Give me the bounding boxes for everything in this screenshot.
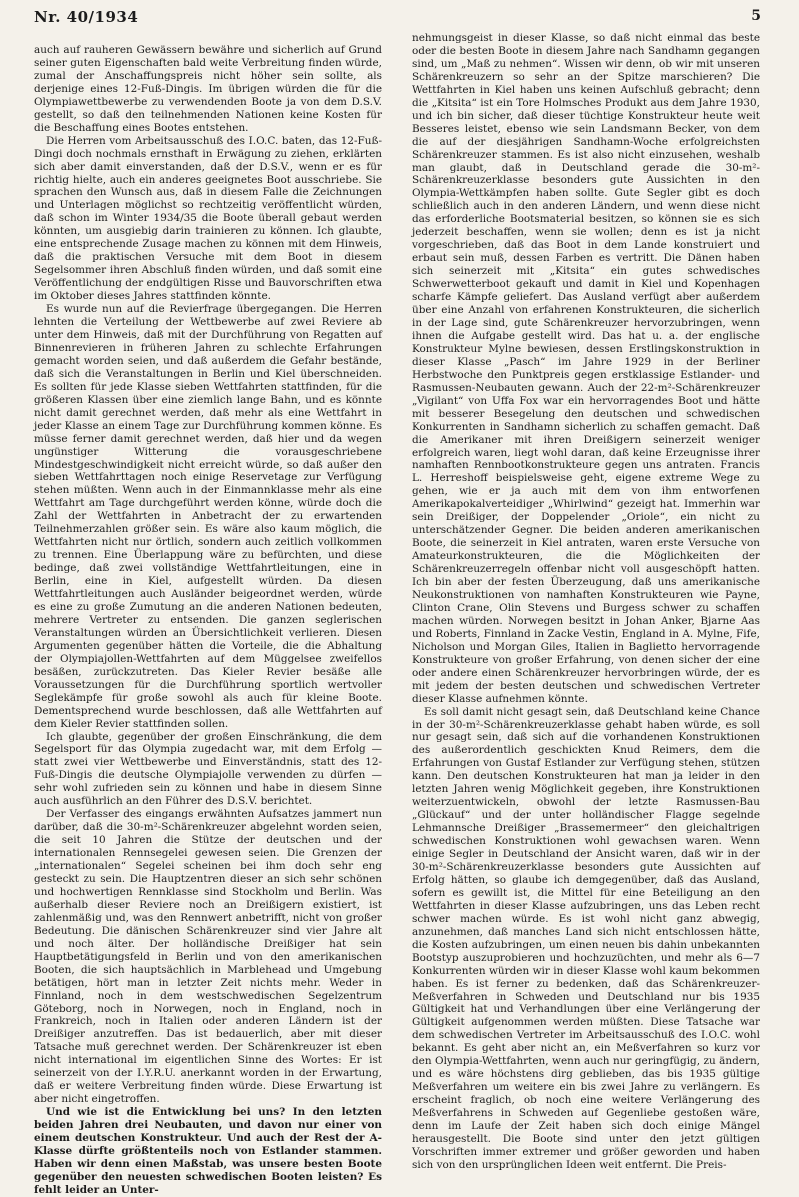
article-paragraph: auch auf rauheren Gewässern bewähre und sicherlich auf Grund seiner guten Eigenschaften bald weite Verbreitung finden würde, zumal der Anschaffungspreis nicht höher sein sollte, als derjenige eines 12-Fuß-Dingis. Im übrigen würden die für die Olympiawettbewerbe zu verwendenden Boote ja von dem D.S.V. gestellt, so daß den teilnehmenden Nationen keine Kosten für die Beschaffung eines Bootes entstehen. [34,44,382,134]
page-number: 5 [751,8,761,24]
article-paragraph: Die Herren vom Arbeitsausschuß des I.O.C. baten, das 12-Fuß-Dingi doch nochmals ernsthaft in Erwägung zu ziehen, erklärten sich aber damit einverstanden, daß der D.S.V., wenn er es für richtig hielte, auch ein anderes geeignetes Boot ausschriebe. Sie sprachen den Wunsch aus, daß in diesem Falle die Zeichnungen und Unterlagen möglichst so rechtzeitig veröffentlicht würden, daß schon im Winter 1934/35 die Boote überall gebaut werden könnten, um ausgiebig darin trainieren zu können. Ich glaubte, eine entsprechende Zusage machen zu können mit dem Hinweis, daß die praktischen Versuche mit dem Boot in diesem Segelsommer ihren Abschluß finden würden, und daß somit eine Veröffentlichung der endgültigen Risse und Bauvorschriften etwa im Oktober dieses Jahres stattfinden könnte. [34,134,382,303]
page-header [34,8,761,28]
article-paragraph: Es wurde nun auf die Revierfrage übergegangen. Die Herren lehnten die Verteilung der Wettbewerbe auf zwei Reviere ab unter dem Hinweis, daß mit der Durchführung von Regatten auf Binnenrevieren in früheren Jahren zu schlechte Erfahrungen gemacht worden seien, und daß außerdem die Gefahr bestände, daß sich die Veranstaltungen in Berlin und Kiel überschneiden. Es sollten für jede Klasse sieben Wettfahrten stattfinden, für die größeren Klassen über eine ziemlich lange Bahn, und es könnte nicht damit gerechnet werden, daß mehr als eine Wettfahrt in jeder Klasse an einem Tage zur Durchführung kommen könne. Es müsse ferner damit gerechnet werden, daß hier und da wegen ungünstiger Witterung die vorausgeschriebene Mindestgeschwindigkeit nicht erreicht würde, so daß außer den sieben Wettfahrttagen noch einige Reservetage zur Verfügung stehen müßten. Wenn auch in der Einmannklasse mehr als eine Wettfahrt am Tage durchgeführt werden könne, würde doch die Zahl der Wettfahrten in Anbetracht der zu erwartenden Teilnehmerzahlen größer sein. Es wäre also kaum möglich, die Wettfahrten nicht nur örtlich, sondern auch zeitlich vollkommen zu trennen. Eine Überlappung wäre zu befürchten, und diese bedinge, daß zwei vollständige Wettfahrtleitungen, eine in Berlin, eine in Kiel, aufgestellt würden. Da diesen Wettfahrtleitungen auch Ausländer beigeordnet werden, würde es eine zu große Zumutung an die anderen Nationen bedeuten, mehrere Vertreter zu entsenden. Die ganzen seglerischen Veranstaltungen würden an Übersichtlichkeit verlieren. Diesen Argumenten gegenüber hätten die Vorteile, die die Abhaltung der Olympiajollen-Wettfahrten auf dem Müggelsee zweifellos besäßen, zurückzutreten. Das Kieler Revier besäße alle Voraussetzungen für die Durchführung sportlich wertvoller Seglekämpfe für große sowohl als auch für kleine Boote. Dementsprechend wurde beschlossen, daß alle Wettfahrten auf dem Kieler Revier stattfinden sollen. [34,303,382,730]
left-column [34,44,382,1196]
right-column [412,32,760,1171]
article-paragraph: nehmungsgeist in dieser Klasse, so daß nicht einmal das beste oder die besten Boote in diesem Jahre nach Sandhamn gegangen sind, um „Maß zu nehmen“. Wissen wir denn, ob wir mit unseren Schärenkreuzern so sehr an der Spitze marschieren? Die Wettfahrten in Kiel haben uns keinen Aufschluß gebracht; denn die „Kitsita“ ist ein Tore Holmsches Produkt aus dem Jahre 1930, und ich bin sicher, daß dieser tüchtige Konstrukteur heute weit Besseres leistet, ebenso wie sein Landsmann Becker, von dem die auf der diesjährigen Sandhamn-Woche erfolgreichsten Schärenkreuzer stammen. Es ist also nicht einzusehen, weshalb man glaubt, daß in Deutschland gerade die 30-m²-Schärenkreuzerklasse besonders gute Aussichten in den Olympia-Wettkämpfen haben sollte. Gute Segler gibt es doch schließlich auch in den anderen Ländern, und wenn diese nicht das erforderliche Bootsmaterial besitzen, so können sie es sich jederzeit beschaffen, wenn sie wollen; denn es ist ja nicht vorgeschrieben, daß das Boot in dem Lande konstruiert und erbaut sein muß, dessen Farben es vertritt. Die Dänen haben sich seinerzeit mit „Kitsita“ ein gutes schwedisches Schwerwetterboot gekauft und damit in Kiel und Kopenhagen scharfe Kämpfe geliefert. Das Ausland verfügt aber außerdem über eine Anzahl von erfahrenen Konstrukteuren, die sicherlich in der Lage sind, gute Schärenkreuzer hervorzubringen, wenn ihnen die Aufgabe gestellt wird. Das hat u. a. der englische Konstrukteur Mylne bewiesen, dessen Erstlingskonstruktion in dieser Klasse „Pasch“ im Jahre 1929 in der Berliner Herbstwoche den Punktpreis gegen erstklassige Estlander- und Rasmussen-Neubauten gewann. Auch der 22-m²-Schärenkreuzer „Vigilant“ von Uffa Fox war ein hervorragendes Boot und hätte mit besserer Besegelung den deutschen und schwedischen Konkurrenten in Sandhamn sicherlich zu schaffen gemacht. Daß die Amerikaner mit ihren Dreißigern seinerzeit weniger erfolgreich waren, liegt wohl daran, daß keine Erzeugnisse ihrer namhaften Rennbootkonstrukteure gegen uns antraten. Francis L. Herreshoff beispielsweise geht, eigene extreme Wege zu gehen, wie er ja auch mit dem von ihm entworfenen Amerikapokalverteidiger „Whirlwind“ gezeigt hat. Immerhin war sein Dreißiger, der Doppelender „Oriole“, ein nicht zu unterschätzender Gegner. Die beiden anderen amerikanischen Boote, die seinerzeit in Kiel antraten, waren erste Versuche von Amateurkonstrukteuren, die die Möglichkeiten der Schärenkreuzerregeln offenbar nicht voll ausgeschöpft hatten. Ich bin aber der festen Überzeugung, daß uns amerikanische Neukonstruktionen von namhaften Konstrukteuren wie Payne, Clinton Crane, Olin Stevens und Burgess schwer zu schaffen machen würden. Norwegen besitzt in Johan Anker, Bjarne Aas und Roberts, Finnland in Zacke Vestin, England in A. Mylne, Fife, Nicholson und Morgan Giles, Italien in Baglietto hervorragende Konstrukteure von großer Erfahrung, von denen sicher der eine oder andere einen Schärenkreuzer hervorbringen würde, der es mit jedem der besten deutschen und schwedischen Vertreter dieser Klasse aufnehmen könnte. [412,32,760,705]
article-paragraph-bold: Und wie ist die Entwicklung bei uns? In den letzten beiden Jahren drei Neubauten, und davon nur einer von einem deutschen Konstrukteur. Und auch der Rest der A-Klasse dürfte größtenteils noch von Estlander stammen. Haben wir denn einen Maßstab, was unsere besten Boote gegenüber den neuesten schwedischen Booten leisten? Es fehlt leider an Unter- [34,1106,382,1196]
article-paragraph: Es soll damit nicht gesagt sein, daß Deutschland keine Chance in der 30-m²-Schärenkreuzerklasse gehabt haben würde, es soll nur gesagt sein, daß sich auf die vorhandenen Konstruktionen des außerordentlich geschickten Knud Reimers, dem die Erfahrungen von Gustaf Estlander zur Verfügung stehen, stützen kann. Den deutschen Konstrukteuren hat man ja leider in den letzten Jahren wenig Möglichkeit gegeben, ihre Konstruktionen weiterzuentwickeln, obwohl der letzte Rasmussen-Bau „Glückauf“ und der unter holländischer Flagge segelnde Lehmannsche Dreißiger „Brassemermeer“ den gleichaltrigen schwedischen Konstruktionen wohl gewachsen waren. Wenn einige Segler in Deutschland der Ansicht waren, daß wir in der 30-m²-Schärenkreuzerklasse besonders gute Aussichten auf Erfolg hätten, so glaube ich demgegenüber, daß das Ausland, sofern es gewillt ist, die Mittel für eine Beteiligung an den Wettfahrten in dieser Klasse aufzubringen, uns das Leben recht schwer machen würde. Es ist wohl nicht ganz abwegig, anzunehmen, daß manches Land sich nicht entschlossen hätte, die Kosten aufzubringen, um einen neuen bis dahin unbekannten Bootstyp auszuprobieren und hochzuzüchten, und mehr als 6—7 Konkurrenten würden wir in dieser Klasse wohl kaum bekommen haben. Es ist ferner zu bedenken, daß das Schärenkreuzer-Meßverfahren in Schweden und Deutschland nur bis 1935 Gültigkeit hat und Verhandlungen über eine Verlängerung der Gültigkeit aufgenommen werden müßten. Diese Tatsache war dem schwedischen Vertreter im Arbeitsausschuß des I.O.C. wohl bekannt. Es geht aber nicht an, ein Meßverfahren so kurz vor den Olympia-Wettfahrten, wenn auch nur geringfügig, zu ändern, und es wäre höchstens dirg geblieben, das bis 1935 gültige Meßverfahren um weitere ein bis zwei Jahre zu verlängern. Es erscheint fraglich, ob noch eine weitere Verlängerung des Meßverfahrens in Schweden auf Gegenliebe gestoßen wäre, denn im Laufe der Zeit haben sich doch einige Mängel herausgestellt. Die Boote sind unter den jetzt gültigen Vorschriften immer extremer und größer geworden und haben sich von den ursprünglichen Ideen weit entfernt. Die Preis- [412,705,760,1171]
issue-number: Nr. 40/1934 [34,8,139,26]
article-paragraph: Der Verfasser des eingangs erwähnten Aufsatzes jammert nun darüber, daß die 30-m²-Schärenkreuzer abgelehnt worden seien, die seit 10 Jahren die Stütze der deutschen und der internationalen Rennsegelei gewesen seien. Die Grenzen der „internationalen“ Segelei scheinen bei ihm doch sehr eng gesteckt zu sein. Die Hauptzentren dieser an sich sehr schönen und hochwertigen Rennklasse sind Stockholm und Berlin. Was außerhalb dieser Reviere noch an Dreißigern existiert, ist zahlenmäßig und, was den Rennwert anbetrifft, nicht von großer Bedeutung. Die dänischen Schärenkreuzer sind vier Jahre alt und noch älter. Der holländische Dreißiger hat sein Hauptbetätigungsfeld in Berlin und von den amerikanischen Booten, die sich hauptsächlich in Marblehead und Umgebung betätigen, hört man in letzter Zeit nichts mehr. Weder in Finnland, noch in dem westschwedischen Segelzentrum Göteborg, noch in Norwegen, noch in England, noch in Frankreich, noch in Italien oder anderen Ländern ist der Dreißiger anzutreffen. Das ist bedauerlich, aber mit dieser Tatsache muß gerechnet werden. Der Schärenkreuzer ist eben nicht international im eigentlichen Sinne des Wortes: Er ist seinerzeit von der I.Y.R.U. anerkannt worden in der Erwartung, daß er weitere Verbreitung finden würde. Diese Erwartung ist aber nicht eingetroffen. [34,808,382,1106]
article-paragraph: Ich glaubte, gegenüber der großen Einschränkung, die dem Segelsport für das Olympia zugedacht war, mit dem Erfolg — statt zwei vier Wettbewerbe und Einverständnis, statt des 12-Fuß-Dingis die deutsche Olympiajolle verwenden zu dürfen — sehr wohl zufrieden sein zu können und habe in diesem Sinne auch ausführlich an den Führer des D.S.V. berichtet. [34,730,382,808]
